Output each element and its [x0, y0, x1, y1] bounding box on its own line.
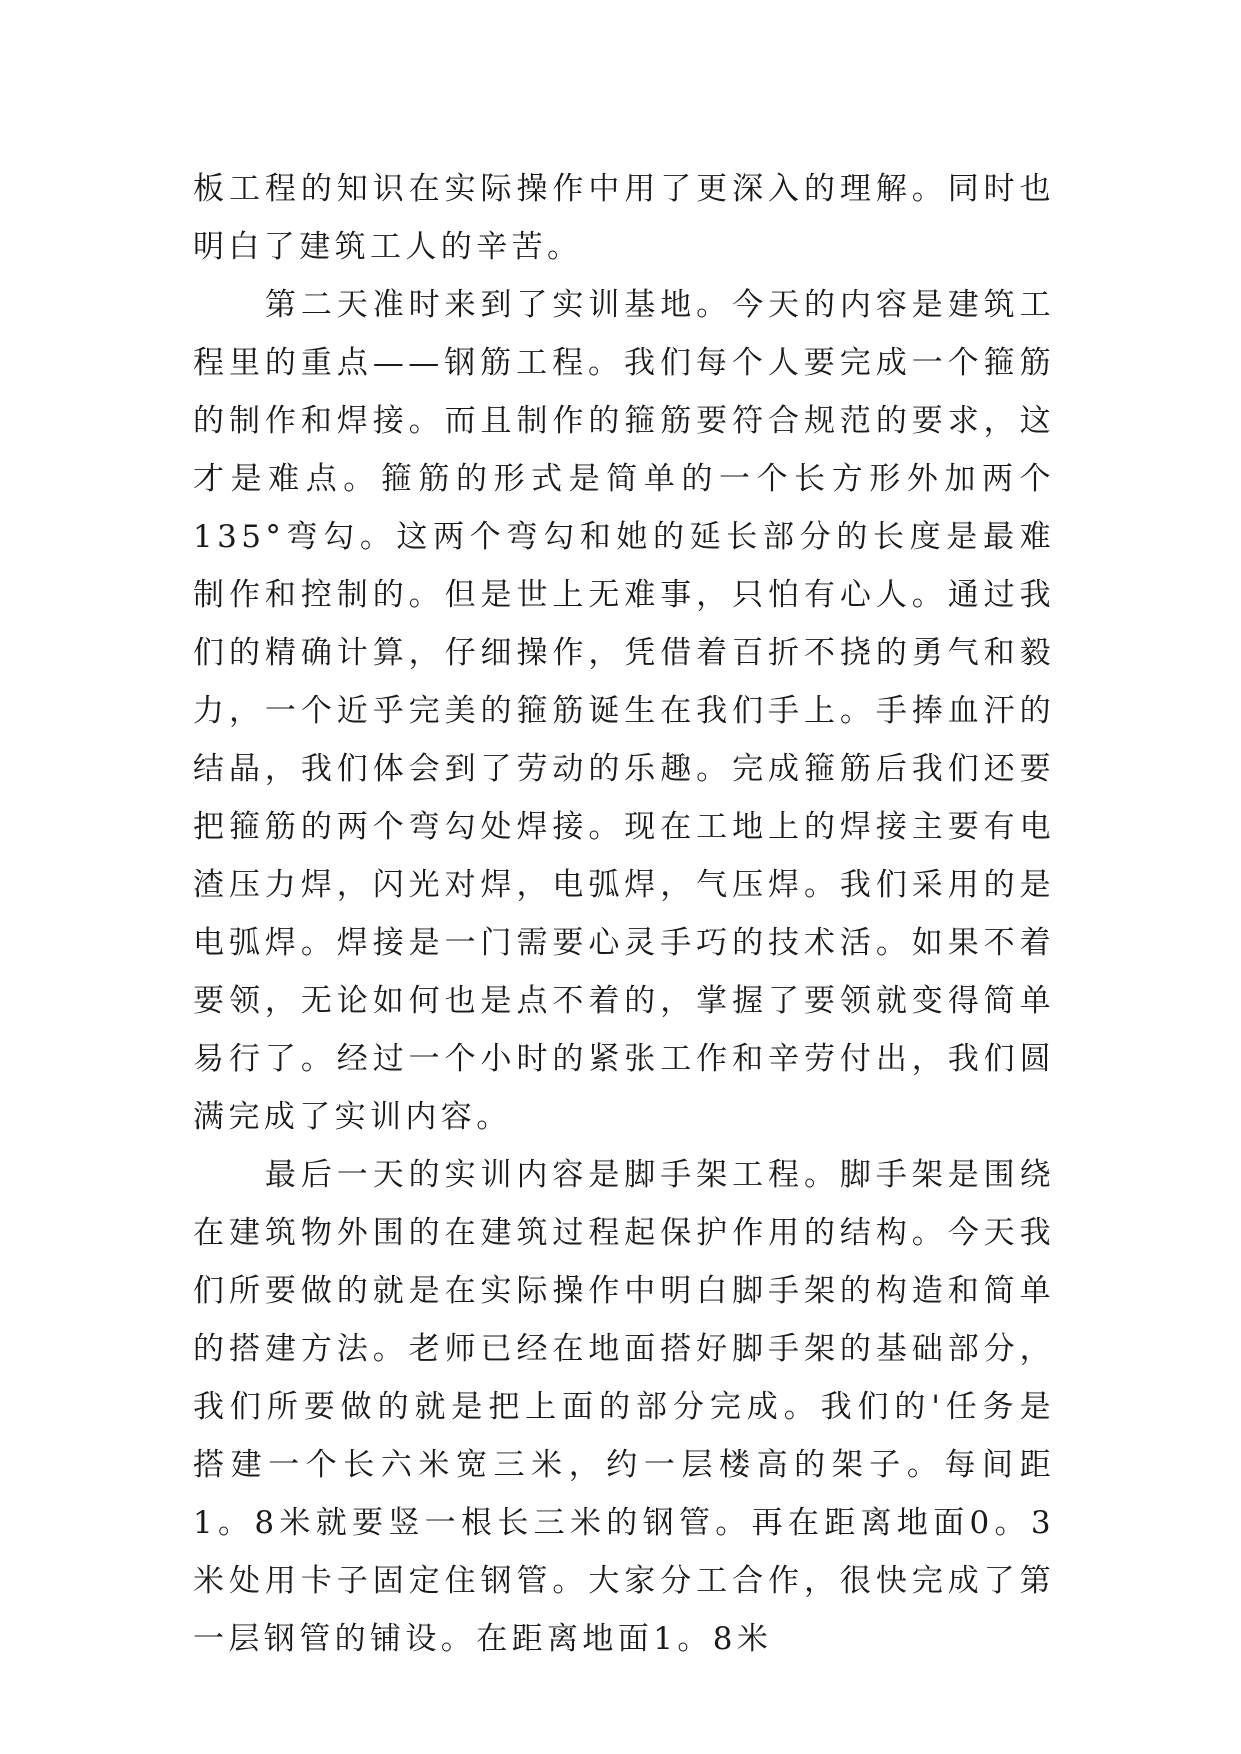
paragraph-day-two: 第二天准时来到了实训基地。今天的内容是建筑工程里的重点——钢筋工程。我们每个人要完成一个箍筋的制作和焊接。而且制作的箍筋要符合规范的要求，这才是难点。箍筋的形式是简单的一个长方形外加两个135°弯勾。这两个弯勾和她的延长部分的长度是最难制作和控制的。但是世上无难事，只怕有心人。通过我们的精确计算，仔细操作，凭借着百折不挠的勇气和毅力，一个近乎完美的箍筋诞生在我们手上。手捧血汗的结晶，我们体会到了劳动的乐趣。完成箍筋后我们还要把箍筋的两个弯勾处焊接。现在工地上的焊接主要有电渣压力焊，闪光对焊，电弧焊，气压焊。我们采用的是电弧焊。焊接是一门需要心灵手巧的技术活。如果不着要领，无论如何也是点不着的，掌握了要领就变得简单易行了。经过一个小时的紧张工作和辛劳付出，我们圆满完成了实训内容。	[193, 287, 1055, 1135]
document-body	[193, 160, 1055, 1668]
paragraph-continuation: 板工程的知识在实际操作中用了更深入的理解。同时也明白了建筑工人的辛苦。	[193, 171, 1055, 265]
paragraph-last-day: 最后一天的实训内容是脚手架工程。脚手架是围绕在建筑物外围的在建筑过程起保护作用的结构。今天我们所要做的就是在实际操作中明白脚手架的构造和简单的搭建方法。老师已经在地面搭好脚手架的基础部分，我们所要做的就是把上面的部分完成。我们的'任务是搭建一个长六米宽三米，约一层楼高的架子。每间距1。8米就要竖一根长三米的钢管。再在距离地面0。3米处用卡子固定住钢管。大家分工合作，很快完成了第一层钢管的铺设。在距离地面1。8米	[193, 1157, 1055, 1657]
